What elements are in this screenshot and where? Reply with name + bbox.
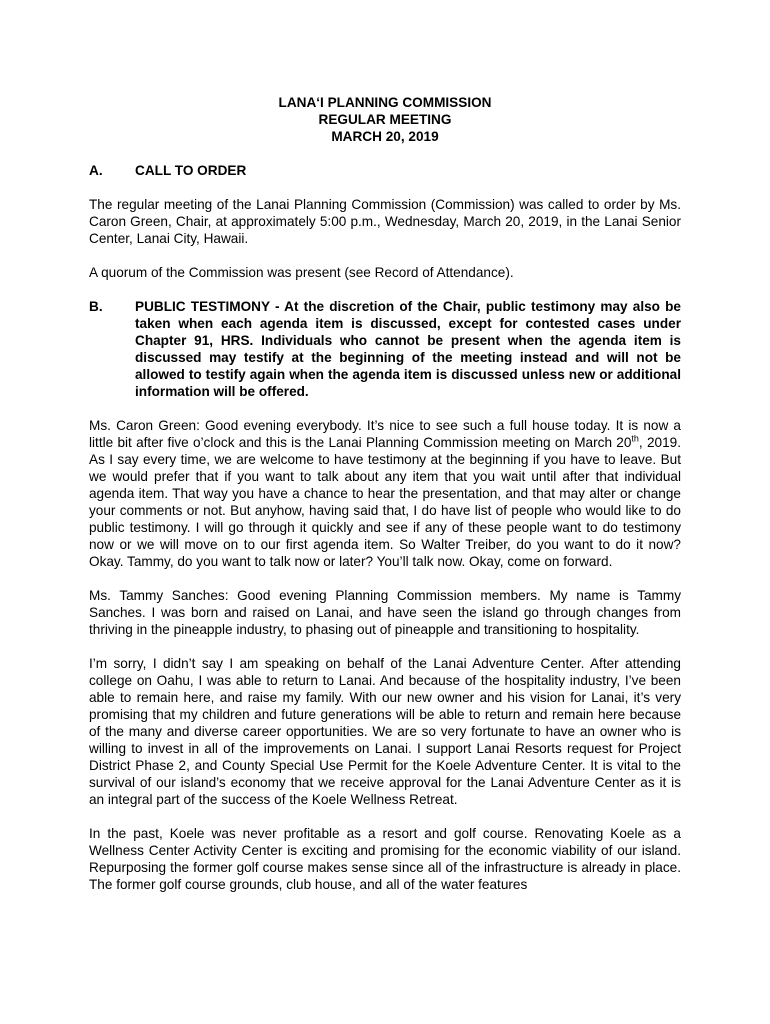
- title-date: MARCH 20, 2019: [331, 129, 439, 144]
- section-b-letter: B.: [89, 299, 103, 314]
- paragraph-green-testimony: [89, 417, 681, 570]
- paragraph-quorum: A quorum of the Commission was present (see Record of Attendance).: [89, 265, 514, 280]
- section-a-heading: [89, 162, 681, 179]
- section-b-title: PUBLIC TESTIMONY - At the discretion of the Chair, public testimony may also be taken when each agenda item is discussed, except for contested cases under Chapter 91, HRS. Individuals who cannot be present when the agenda item is discussed may testify at the beginning of the meeting instead and will not be allowed to testify again when the agenda item is discussed unless new or additional information will be offered.: [135, 299, 681, 399]
- document-content: [89, 94, 681, 893]
- green-text-part-1: Ms. Caron Green: Good evening everybody. It’s nice to see such a full house today. It is now a little bit after five o’clock and this is the Lanai Planning Commission meeting on March 20: [89, 418, 681, 450]
- ordinal-superscript: th: [631, 433, 639, 444]
- paragraph-sanches-adventure-center: I’m sorry, I didn’t say I am speaking on behalf of the Lanai Adventure Center. After attending college on Oahu, I was able to return to Lanai. And because of the hospitality industry, I’ve been able to remain here, and raise my family. With our new owner and his vision for Lanai, it’s very promising that my children and future generations will be able to return and remain here because of the many and diverse career opportunities. We are so very fortunate to have an owner who is willing to invest in all of the improvements on Lanai. I support Lanai Resorts request for Project District Phase 2, and County Special Use Permit for the Koele Adventure Center. It is vital to the survival of our island’s economy that we receive approval for the Lanai Adventure Center as it is an integral part of the success of the Koele Wellness Retreat.: [89, 656, 681, 807]
- paragraph-sanches-intro: Ms. Tammy Sanches: Good evening Planning Commission members. My name is Tammy Sanches. I was born and raised on Lanai, and have seen the island go through changes from thriving in the pineapple industry, to phasing out of pineapple and transitioning to hospitality.: [89, 588, 681, 637]
- paragraph-sanches-koele: In the past, Koele was never profitable as a resort and golf course. Renovating Koele as a Wellness Center Activity Center is exciting and promising for the economic viability of our island. Repurposing the former golf course makes sense since all of the infrastructure is already in place. The former golf course grounds, club house, and all of the water features: [89, 826, 681, 892]
- paragraph-call-to-order: The regular meeting of the Lanai Planning Commission (Commission) was called to order by Ms. Caron Green, Chair, at approximately 5:00 p.m., Wednesday, March 20, 2019, in the Lanai Senior Center, Lanai City, Hawaii.: [89, 197, 681, 246]
- section-a-title: CALL TO ORDER: [135, 163, 247, 178]
- document-title: [89, 94, 681, 145]
- green-text-part-2: , 2019. As I say every time, we are welcome to have testimony at the beginning if you have to leave. But we would prefer that if you want to talk about any item that you wait until after that individual agenda item. That way you have a chance to hear the presentation, and that may alter or change your comments or not. But anyhow, having said that, I do have list of people who would like to do public testimony. I will go through it quickly and see if any of these people want to do testimony now or we will move on to our first agenda item. So Walter Treiber, do you want to do it now? Okay. Tammy, do you want to talk now or later? You’ll talk now. Okay, come on forward.: [89, 435, 681, 569]
- section-a-letter: A.: [89, 163, 103, 178]
- title-meeting-type: REGULAR MEETING: [318, 112, 452, 127]
- section-b-heading: [89, 298, 681, 400]
- title-commission: LANA‘I PLANNING COMMISSION: [278, 95, 492, 110]
